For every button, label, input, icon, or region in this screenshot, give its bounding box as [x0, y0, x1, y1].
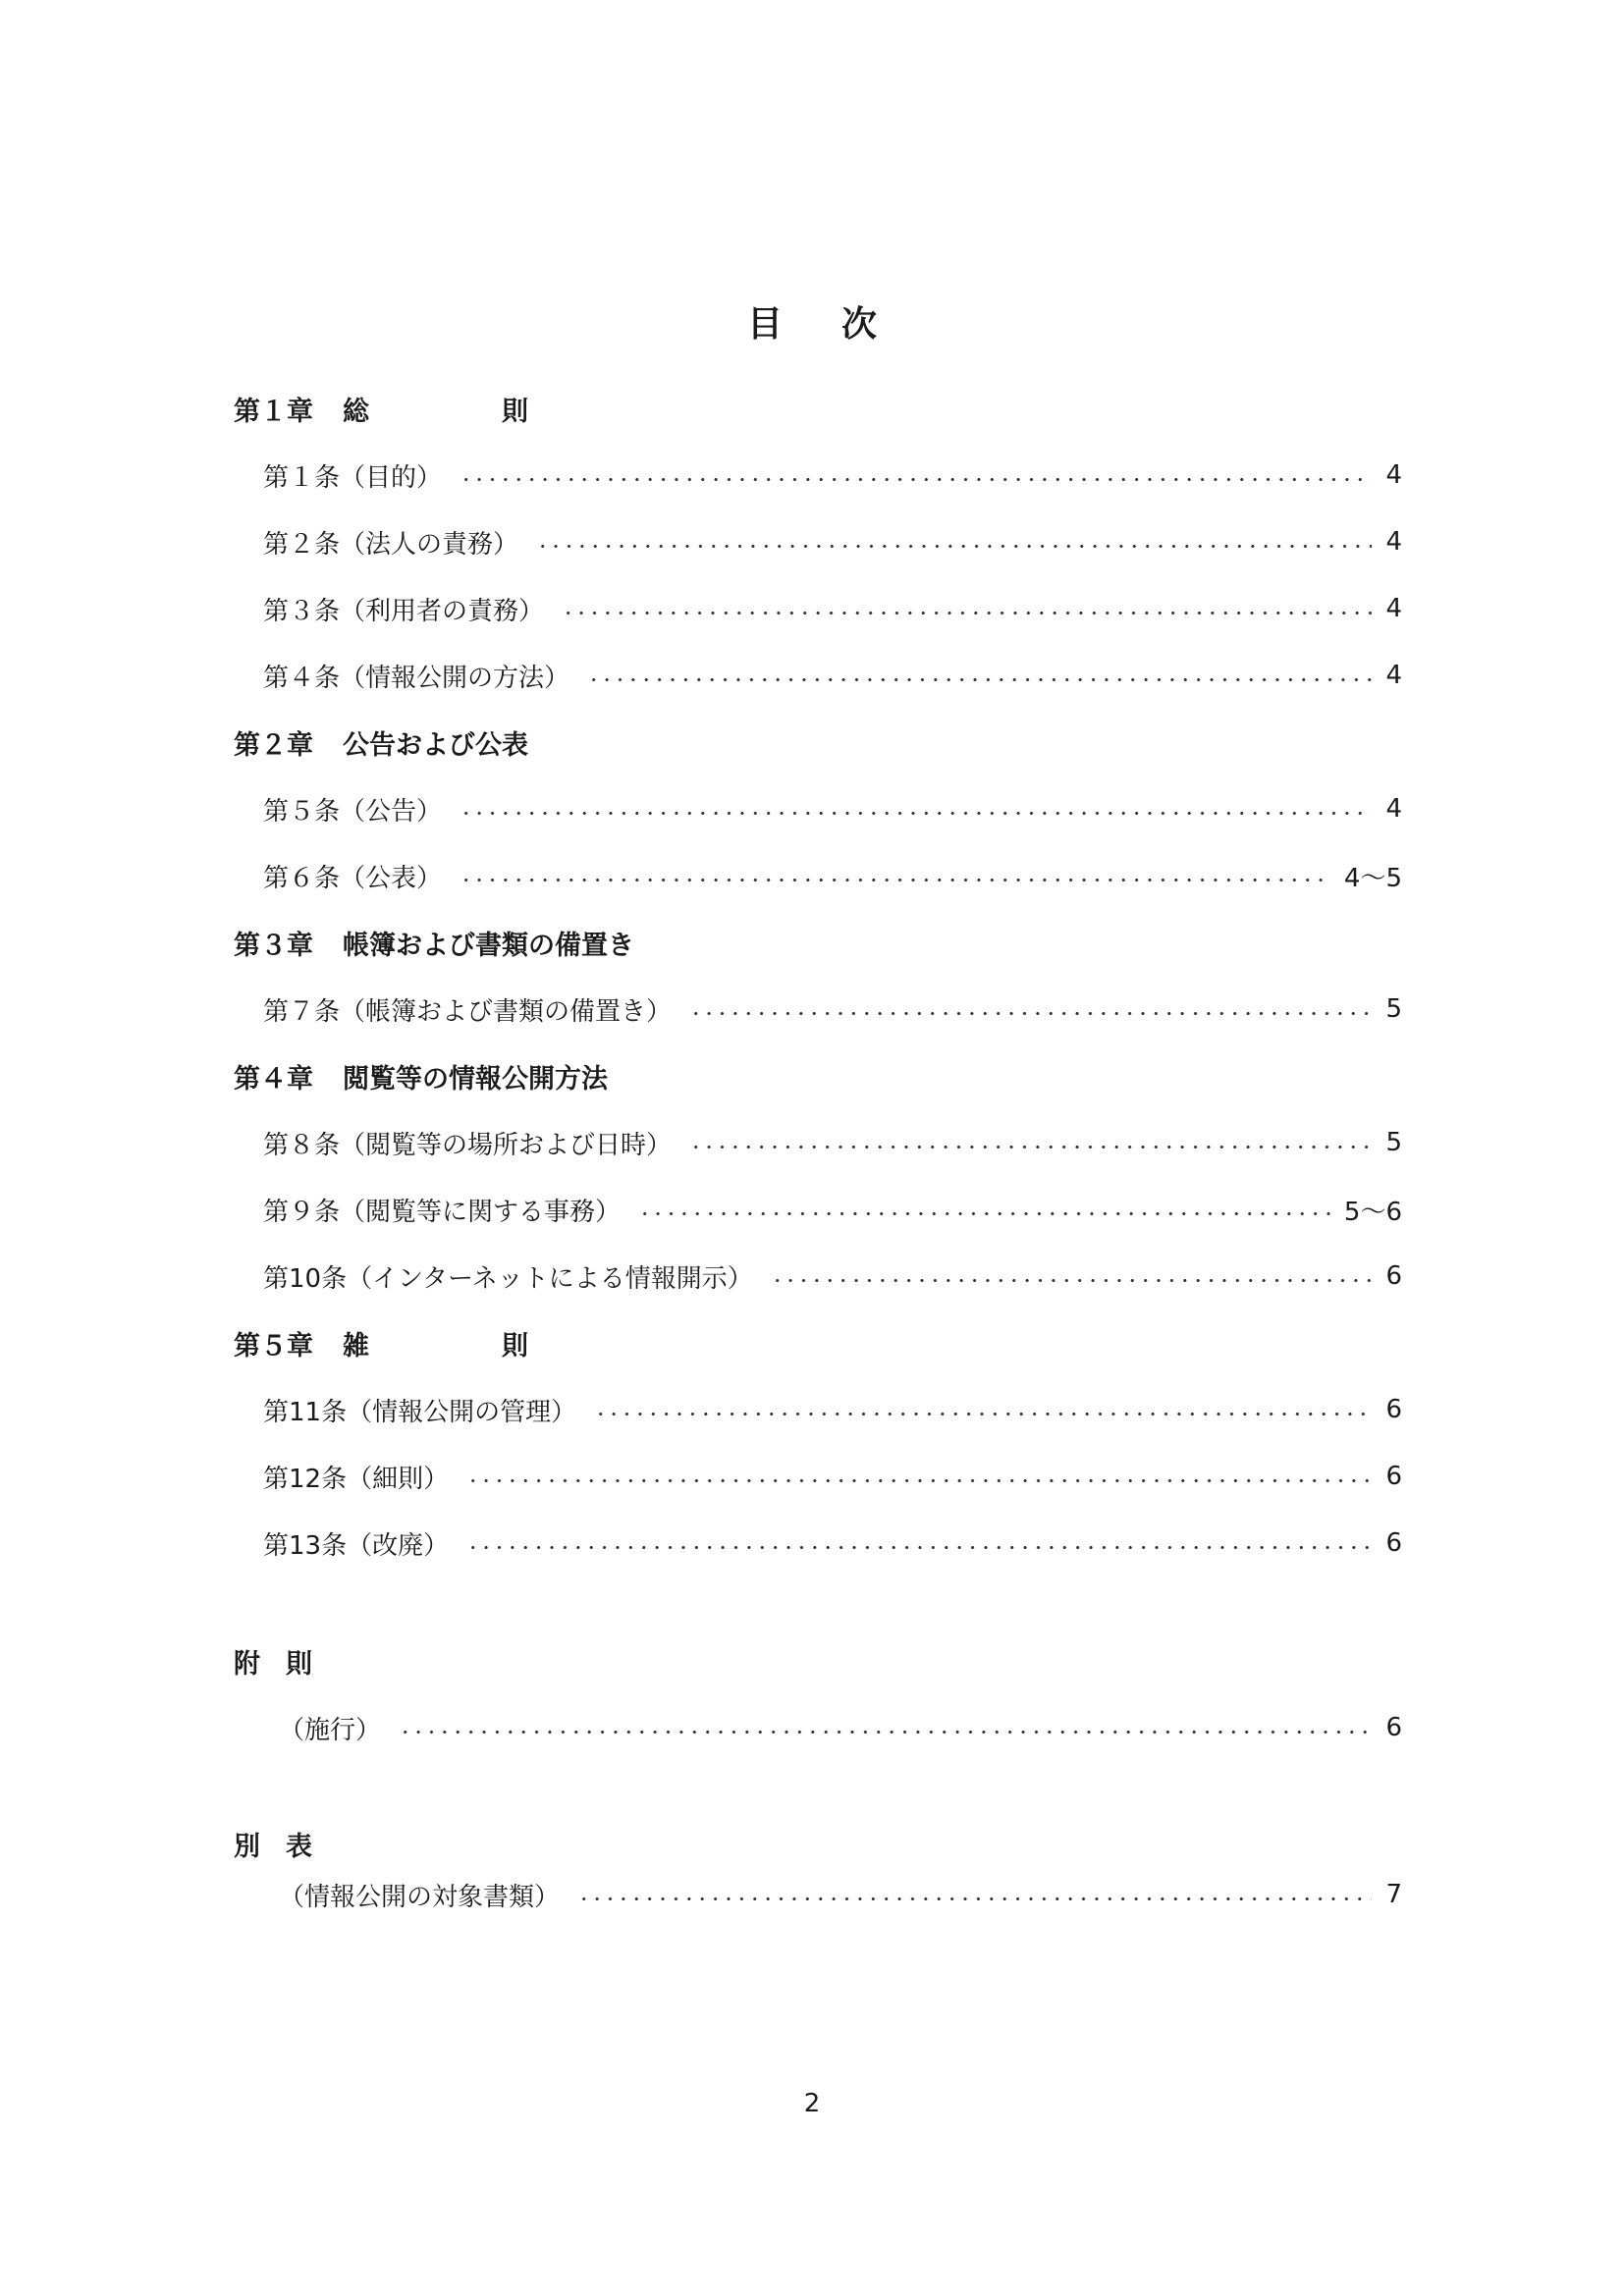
dot-leader [466, 1546, 1372, 1549]
toc-entry[interactable] [234, 1694, 1402, 1761]
chapter-number: 第５章 [234, 1330, 313, 1362]
chapter-number: 第２章 [234, 729, 313, 761]
toc-entry-label: 第３条（利用者の責務） [263, 596, 545, 626]
toc-entry[interactable] [234, 976, 1402, 1042]
chapter-title: 総 則 [343, 396, 528, 427]
dot-leader [689, 1012, 1372, 1015]
chapter-heading [234, 1309, 1402, 1376]
chapter-title: 帳簿および書類の備置き [343, 930, 634, 961]
toc-entry-page: 5 [1385, 1128, 1402, 1157]
dot-leader [594, 1413, 1372, 1415]
dot-leader [460, 478, 1372, 481]
chapter-number: 第１章 [234, 396, 313, 427]
toc-entry-page: 6 [1385, 1528, 1402, 1558]
toc-entry[interactable] [234, 575, 1402, 642]
toc-entry-label: 第９条（閲覧等に関する事務） [263, 1197, 622, 1227]
spacer [234, 1761, 1402, 1810]
toc-entry[interactable] [234, 1861, 1402, 1928]
toc-entry-page: 4 [1385, 794, 1402, 824]
toc-entry-label: 第４条（情報公開の方法） [263, 663, 570, 693]
annex-heading-char-1: 別 [234, 1831, 260, 1862]
chapter-heading [234, 709, 1402, 775]
toc-entry-label: （情報公開の対象書類） [279, 1882, 561, 1912]
toc-entry[interactable] [234, 1510, 1402, 1576]
toc-entry-label: 第１条（目的） [263, 462, 443, 493]
chapter-number: 第４章 [234, 1063, 313, 1095]
table-of-contents [234, 375, 1402, 1928]
chapter-heading [234, 909, 1402, 976]
spacer [234, 1576, 1402, 1628]
dot-leader [399, 1731, 1372, 1734]
toc-entry-page: 6 [1385, 1713, 1402, 1742]
toc-entry[interactable] [234, 1376, 1402, 1443]
dot-leader [587, 678, 1372, 681]
toc-entry[interactable] [234, 642, 1402, 709]
toc-entry-page: 5〜6 [1343, 1197, 1402, 1227]
toc-entry-label: 第８条（閲覧等の場所および日時） [263, 1130, 673, 1160]
chapter-title: 閲覧等の情報公開方法 [343, 1063, 608, 1095]
page-title-char-1: 目 [746, 303, 783, 345]
toc-entry-page: 5 [1385, 994, 1402, 1024]
toc-entry-label: 第12条（細則） [263, 1464, 450, 1494]
toc-entry-page: 6 [1385, 1462, 1402, 1491]
toc-entry-label: 第７条（帳簿および書類の備置き） [263, 996, 673, 1027]
toc-entry[interactable] [234, 1243, 1402, 1309]
toc-entry[interactable] [234, 1176, 1402, 1243]
toc-entry-label: 第２条（法人の責務） [263, 529, 519, 560]
toc-entry-page: 4〜5 [1343, 863, 1402, 893]
dot-leader [638, 1212, 1330, 1215]
toc-entry-label: 第10条（インターネットによる情報開示） [263, 1263, 753, 1294]
toc-entry-label: （施行） [279, 1715, 382, 1745]
dot-leader [562, 612, 1372, 614]
dot-leader [771, 1279, 1373, 1282]
dot-leader [466, 1479, 1372, 1482]
toc-entry-page: 6 [1385, 1395, 1402, 1424]
supplementary-heading-char-2: 則 [286, 1648, 312, 1680]
toc-entry-label: 第６条（公表） [263, 863, 443, 893]
toc-entry[interactable] [234, 775, 1402, 842]
toc-entry-page: 6 [1385, 1261, 1402, 1291]
toc-entry-page: 7 [1385, 1880, 1402, 1909]
toc-entry-page: 4 [1385, 661, 1402, 690]
dot-leader [536, 545, 1372, 548]
chapter-heading [234, 375, 1402, 442]
toc-entry[interactable] [234, 842, 1402, 909]
page-number: 2 [803, 2089, 821, 2118]
toc-entry-page: 4 [1385, 527, 1402, 557]
supplementary-heading [234, 1628, 1402, 1694]
toc-entry[interactable] [234, 1443, 1402, 1510]
toc-entry-label: 第11条（情報公開の管理） [263, 1397, 577, 1427]
page-title [0, 296, 1624, 346]
toc-entry-page: 4 [1385, 460, 1402, 490]
toc-entry-label: 第５条（公告） [263, 796, 443, 827]
toc-entry[interactable] [234, 442, 1402, 508]
toc-entry-label: 第13条（改廃） [263, 1530, 450, 1561]
annex-heading-char-2: 表 [286, 1831, 312, 1862]
toc-entry-page: 4 [1385, 594, 1402, 623]
chapter-number: 第３章 [234, 930, 313, 961]
chapter-heading [234, 1042, 1402, 1109]
chapter-title: 雑 則 [343, 1330, 528, 1362]
toc-entry[interactable] [234, 508, 1402, 575]
page-title-char-2: 次 [841, 303, 878, 345]
dot-leader [460, 812, 1372, 815]
toc-entry[interactable] [234, 1109, 1402, 1176]
supplementary-heading-char-1: 附 [234, 1648, 260, 1680]
dot-leader [689, 1146, 1372, 1148]
dot-leader [460, 879, 1330, 881]
dot-leader [577, 1897, 1372, 1900]
chapter-title: 公告および公表 [343, 729, 528, 761]
